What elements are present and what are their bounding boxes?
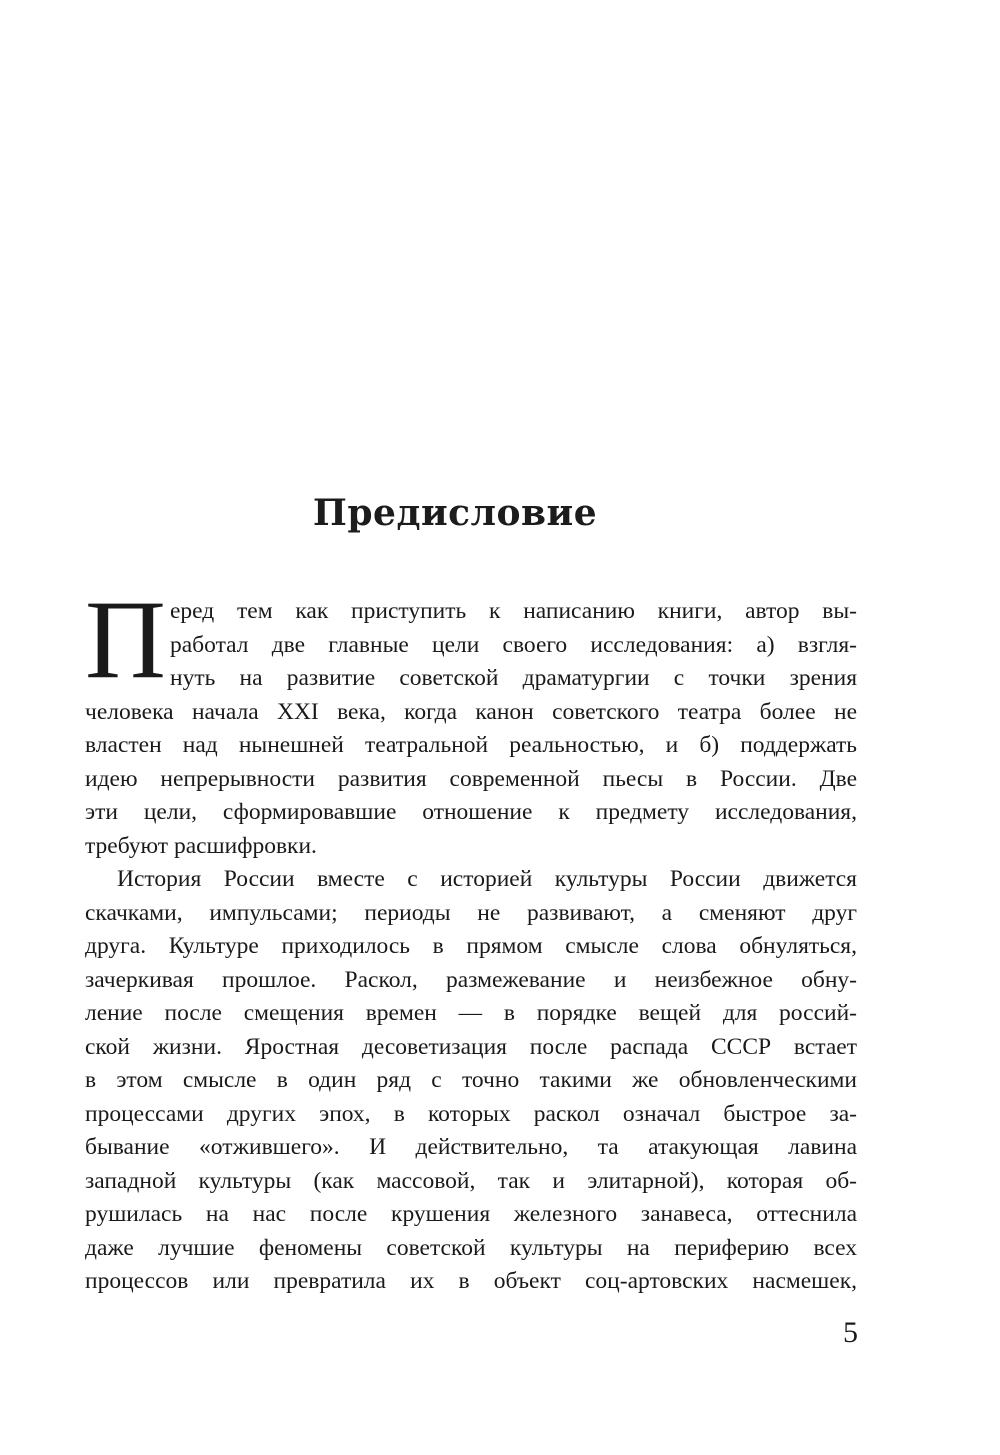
text-line: бывание «отжившего». И действительно, та атакующая лавина	[85, 1134, 857, 1160]
text-line: еред тем как приступить к написанию книги, автор вы-	[170, 598, 857, 624]
text-line: ской жизни. Яростная десоветизация после распада СССР встает	[85, 1033, 857, 1060]
text-line: процессов или превратила их в объект соц-артовских насмешек,	[85, 1268, 857, 1294]
text-line: даже лучшие феномены советской культуры на периферию всех	[85, 1234, 857, 1261]
chapter-title: Предисловие	[312, 492, 598, 534]
page-number: 5	[843, 1316, 858, 1349]
paragraph	[85, 595, 857, 863]
text-line: зачеркивая прошлое. Раскол, размежевание и неизбежное обну-	[85, 966, 857, 993]
paragraph	[85, 863, 857, 1299]
text-line: друга. Культуре приходилось в прямом смысле слова обнуляться,	[85, 933, 857, 959]
text-line: требуют расшифровки.	[85, 832, 317, 859]
drop-cap-letter: П	[85, 578, 166, 702]
text-line: идею непрерывности развития современной пьесы в России. Две	[85, 765, 857, 792]
text-line: ление после смещения времен — в порядке вещей для россий-	[85, 1000, 857, 1026]
text-line: эти цели, сформировавшие отношение к предмету исследования,	[85, 799, 857, 825]
text-line: западной культуры (как массовой, так и элитарной), которая об-	[85, 1167, 857, 1194]
text-line: человека начала XXI века, когда канон советского театра более не	[85, 698, 857, 725]
text-line: нуть на развитие советской драматургии с точки зрения	[170, 665, 857, 691]
text-line: История России вместе с историей культуры России движется	[117, 866, 857, 892]
text-line: властен над нынешней театральной реальностью, и б) поддержать	[85, 732, 857, 758]
text-line: процессами других эпох, в которых раскол означал быстрое за-	[85, 1100, 857, 1127]
text-line: рушилась на нас после крушения железного занавеса, оттеснила	[85, 1201, 857, 1227]
text-line: скачками, импульсами; периоды не развивают, а сменяют друг	[85, 899, 857, 926]
body-text	[85, 595, 857, 1299]
text-line: в этом смысле в один ряд с точно такими же обновленческими	[85, 1067, 857, 1093]
text-line: работал две главные цели своего исследования: а) взгля-	[170, 631, 857, 658]
